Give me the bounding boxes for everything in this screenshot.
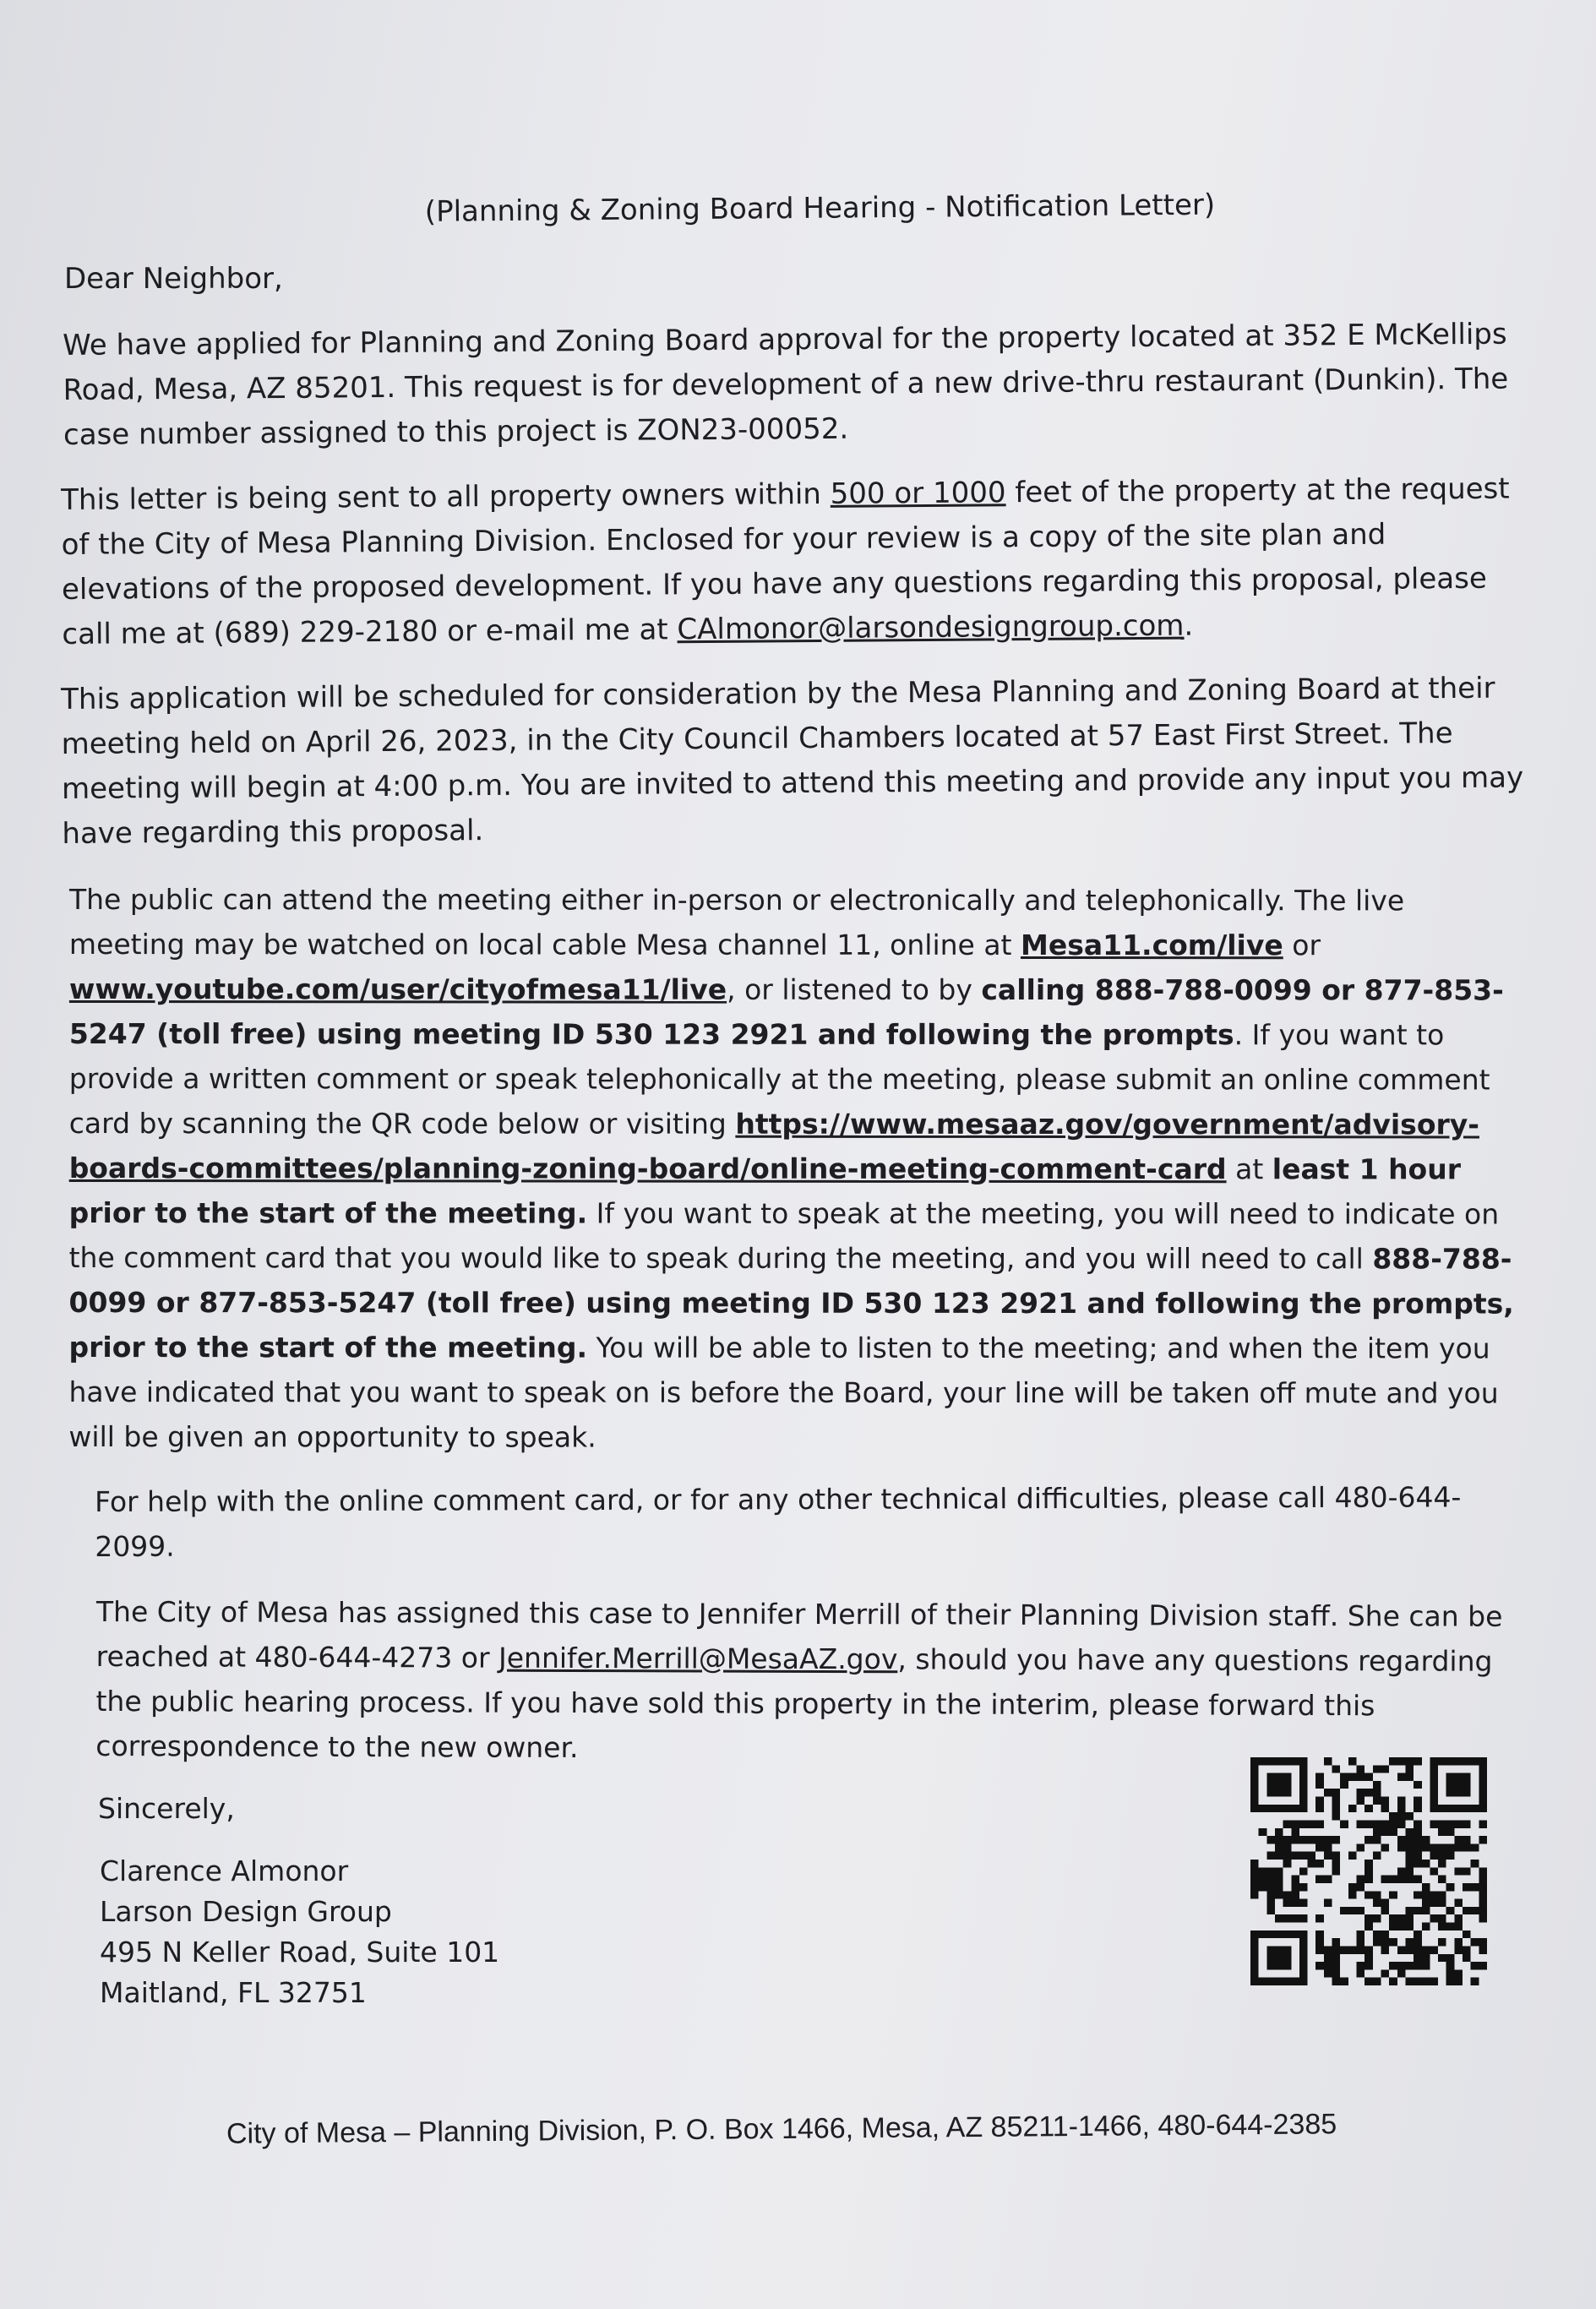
paragraph-contact [95, 1589, 1528, 1773]
attendance-text-a: The public can attend the meeting either in-person or electronically and telephonically. The live meeting may be watched on local cable Mesa channel 11, online at [68, 883, 1405, 961]
paragraph-help: For help with the online comment card, or for any other technical difficulties, please call 480-644-2099. [95, 1480, 1462, 1563]
salutation: Dear Neighbor, [64, 262, 283, 296]
notice-text-a: This letter is being sent to all property owners within [61, 477, 831, 517]
signer-name: Clarence Almonor [100, 1854, 349, 1887]
attendance-text-f: If you want to speak at the meeting, you will need to indicate on the comment card that you would like to speak during the meeting, and you will need to call [68, 1196, 1500, 1276]
letter-title: (Planning & Zoning Board Hearing - Notification Letter) [424, 188, 1216, 229]
youtube-link[interactable]: www.youtube.com/user/cityofmesa11/live [68, 972, 727, 1006]
contact-text-a: The City of Mesa has assigned this case to Jennifer Merrill of their Planning Division staff. She can be reached at 480-644-4273 or [95, 1595, 1503, 1675]
signer-company: Larson Design Group [100, 1895, 392, 1928]
notice-text-b: feet of the property at the request of the City of Mesa Planning Division. Enclosed for your review is a copy of the site plan and elevations of the proposed development. If you have any questions regarding this proposal, please call me at (689) 229-2180 or e-mail me at [61, 471, 1510, 651]
attendance-text-g: You will be able to listen to the meeting; and when the item you have indicated that you want to speak on is before the Board, your line will be taken off mute and you will be given an opportunity to speak. [68, 1331, 1499, 1454]
comment-card-link[interactable]: https://www.mesaaz.gov/government/advisory-boards-committees/planning-zoning-board/online-meeting-comment-card [68, 1107, 1479, 1186]
signer-street: 495 N Keller Road, Suite 101 [100, 1936, 500, 1969]
speak-call-instructions: 888-788-0099 or 877-853-5247 (toll free) using meeting ID 530 123 2921 and following the prompts, prior to the start of the meeting. [68, 1242, 1514, 1364]
attendance-text-b: or [1283, 929, 1321, 962]
qr-code-icon[interactable] [1250, 1757, 1487, 1985]
applicant-email-link[interactable]: CAlmonor@larsondesigngroup.com [677, 608, 1185, 647]
notice-text-c: . [1184, 608, 1194, 643]
notice-distance: 500 or 1000 [830, 476, 1006, 511]
deadline-notice: least 1 hour prior to the start of the meeting. [68, 1152, 1462, 1230]
paragraph-attendance [68, 877, 1528, 1461]
paragraph-application: We have applied for Planning and Zoning Board approval for the property located at 352 E McKellips Road, Mesa, AZ 85201. This request is for development of a new drive-thru restaurant (Dunkin). The case number assigned to this project is ZON23-00052. [63, 317, 1509, 452]
attendance-text-d: . If you want to provide a written comment or speak telephonically at the meeting, please submit an online comment card by scanning the QR code below or visiting [68, 1018, 1490, 1141]
footer-address: City of Mesa – Planning Division, P. O. Box 1466, Mesa, AZ 85211-1466, 480-644-2385 [226, 2108, 1337, 2150]
paragraph-notice [61, 466, 1530, 657]
mesa11-link[interactable]: Mesa11.com/live [1020, 928, 1283, 962]
contact-text-b: , should you have any questions regarding the public hearing process. If you have sold this property in the interim, please forward this correspondence to the new owner. [95, 1642, 1493, 1764]
attendance-text-e: at [1226, 1152, 1272, 1186]
closing: Sincerely, [98, 1792, 235, 1825]
call-in-instructions: calling 888-788-0099 or 877-853-5247 (toll free) using meeting ID 530 123 2921 and following the prompts [68, 972, 1504, 1052]
planner-email-link[interactable]: Jennifer.Merrill@MesaAZ.gov [498, 1641, 898, 1676]
signer-city: Maitland, FL 32751 [100, 1976, 367, 2009]
attendance-text-c: , or listened to by [727, 972, 982, 1006]
paragraph-meeting: This application will be scheduled for consideration by the Mesa Planning and Zoning Board at their meeting held on April 26, 2023, in the City Council Chambers located at 57 East First Street. The meeting will begin at 4:00 p.m. You are invited to attend this meeting and provide any input you may have regarding this proposal. [61, 671, 1524, 851]
